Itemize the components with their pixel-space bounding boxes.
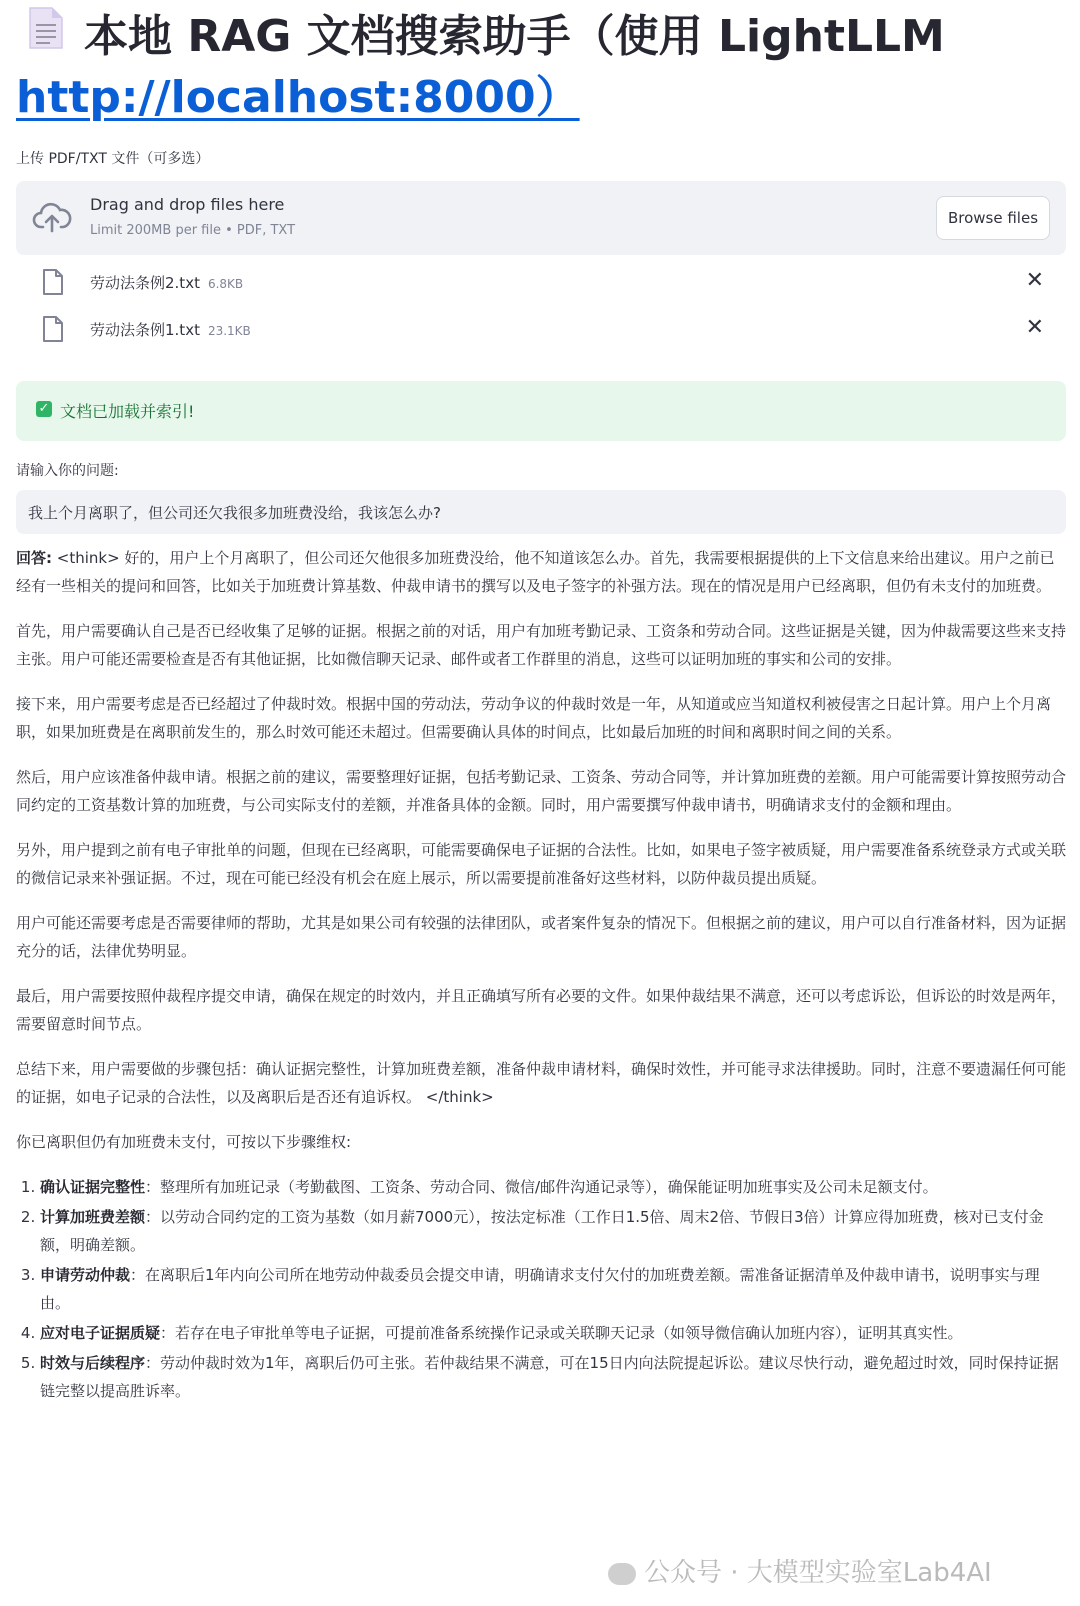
list-item: 3. 申请劳动仲裁：在离职后1年内向公司所在地劳动仲裁委员会提交申请，明确请求支付欠付的加班费差额。需准备证据清单及仲裁申请书，说明事实与理由。 (40, 1261, 1066, 1317)
list-item: 4. 应对电子证据质疑：若存在电子审批单等电子证据，可提前准备系统操作记录或关联聊天记录（如领导微信确认加班内容），证明其真实性。 (40, 1319, 1066, 1347)
success-message: 文档已加载并索引! (60, 402, 195, 421)
answer-paragraph: 另外，用户提到之前有电子审批单的问题，但现在已经离职，可能需要确保电子证据的合法性。比如，如果电子签字被质疑，用户需要准备系统登录方式或关联的微信记录来补强证据。不过，现在可能已经没有机会在庭上展示，所以需要提前准备好这些材料，以防仲裁员提出质疑。 (16, 841, 1067, 887)
answer-paragraph: 接下来，用户需要考虑是否已经超过了仲裁时效。根据中国的劳动法，劳动争议的仲裁时效是一年，从知道或应当知道权利被侵害之日起计算。用户上个月离职，如果加班费是在离职前发生的，那么时效可能还未超过。但需要确认具体的时间点，比如最后加班的时间和离职时间之间的关系。 (16, 695, 1052, 741)
uploader-label: 上传 PDF/TXT 文件（可多选） (16, 151, 210, 167)
title-text: 本地 RAG 文档搜索助手（使用 LightLLM (84, 11, 945, 62)
watermark: 公众号 · 大模型实验室Lab4AI (608, 1552, 992, 1589)
title-url-link[interactable]: http://localhost:8000） (16, 71, 580, 123)
question-input[interactable] (16, 490, 1066, 534)
browse-files-button[interactable]: Browse files (936, 196, 1050, 240)
answer-paragraph: 用户可能还需要考虑是否需要律师的帮助，尤其是如果公司有较强的法律团队，或者案件复杂的情况下。但根据之前的建议，用户可以自行准备材料，因为证据充分的话，法律优势明显。 (16, 914, 1067, 960)
answer-steps-list (16, 1173, 1066, 1405)
checkmark-icon: ✓ (36, 401, 52, 417)
uploaded-file-row (16, 262, 1066, 302)
answer-prefix: 回答: (16, 549, 52, 567)
dropzone-limit: Limit 200MB per file • PDF, TXT (90, 223, 296, 238)
answer-paragraph: 然后，用户应该准备仲裁申请。根据之前的建议，需要整理好证据，包括考勤记录、工资条、劳动合同等，并计算加班费的差额。用户可能需要计算按照劳动合同约定的工资基数计算的加班费，与公司实际支付的差额，并准备具体的金额。同时，用户需要撰写仲裁申请书，明确请求支付的金额和理由。 (16, 768, 1067, 814)
file-name: 劳动法条例1.txt 23.1KB (90, 321, 251, 339)
list-item: 5. 时效与后续程序：劳动仲裁时效为1年，离职后仍可主张。若仲裁结果不满意，可在15日内向法院提起诉讼。建议尽快行动，避免超过时效，同时保持证据链完整以提高胜诉率。 (40, 1349, 1066, 1405)
answer-paragraph: 回答: <think> 好的，用户上个月离职了，但公司还欠他很多加班费没给，他不知道该怎么办。首先，我需要根据提供的上下文信息来给出建议。用户之前已经有一些相关的提问和回答，比如关于加班费计算基数、仲裁申请书的撰写以及电子签字的补强方法。现在的情况是用户已经离职，但仍有未支付的加班费。 (16, 549, 1055, 595)
file-icon (42, 268, 64, 300)
file-dropzone[interactable] (16, 181, 1066, 255)
question-label: 请输入你的问题: (16, 463, 119, 479)
remove-file-icon[interactable]: ✕ (1025, 315, 1044, 340)
file-icon (42, 315, 64, 347)
wechat-icon (608, 1563, 636, 1585)
answer-paragraph: 首先，用户需要确认自己是否已经收集了足够的证据。根据之前的对话，用户有加班考勤记录、工资条和劳动合同。这些证据是关键，因为仲裁需要这些来支持主张。用户可能还需要检查是否有其他证据，比如微信聊天记录、邮件或者工作群里的消息，这些可以证明加班的事实和公司的安排。 (16, 622, 1067, 668)
file-name: 劳动法条例2.txt 6.8KB (90, 274, 244, 292)
cloud-upload-icon (32, 201, 72, 237)
answer-paragraph: 最后，用户需要按照仲裁程序提交申请，确保在规定的时效内，并且正确填写所有必要的文件。如果仲裁结果不满意，还可以考虑诉讼，但诉讼的时效是两年，需要留意时间节点。 (16, 987, 1067, 1033)
list-item: 2. 计算加班费差额：以劳动合同约定的工资为基数（如月薪7000元），按法定标准（工作日1.5倍、周末2倍、节假日3倍）计算应得加班费，核对已支付金额，明确差额。 (40, 1203, 1066, 1259)
dropzone-instructions: Drag and drop files here (90, 195, 285, 214)
answer-block (16, 544, 1066, 1407)
list-item: 1. 确认证据完整性：整理所有加班记录（考勤截图、工资条、劳动合同、微信/邮件沟通记录等），确保能证明加班事实及公司未足额支付。 (40, 1173, 1066, 1201)
file-size: 6.8KB (207, 277, 244, 291)
answer-paragraph: 总结下来，用户需要做的步骤包括：确认证据完整性，计算加班费差额，准备仲裁申请材料，确保时效性，并可能寻求法律援助。同时，注意不要遗漏任何可能的证据，如电子记录的合法性，以及离职后是否还有追诉权。 </think> (16, 1060, 1067, 1106)
page-title (16, 8, 1066, 127)
remove-file-icon[interactable]: ✕ (1025, 268, 1044, 293)
file-size: 23.1KB (207, 324, 251, 338)
uploaded-file-row (16, 309, 1066, 349)
document-icon (28, 6, 64, 65)
answer-paragraph: 你已离职但仍有加班费未支付，可按以下步骤维权: (16, 1133, 352, 1151)
success-alert (16, 381, 1066, 441)
